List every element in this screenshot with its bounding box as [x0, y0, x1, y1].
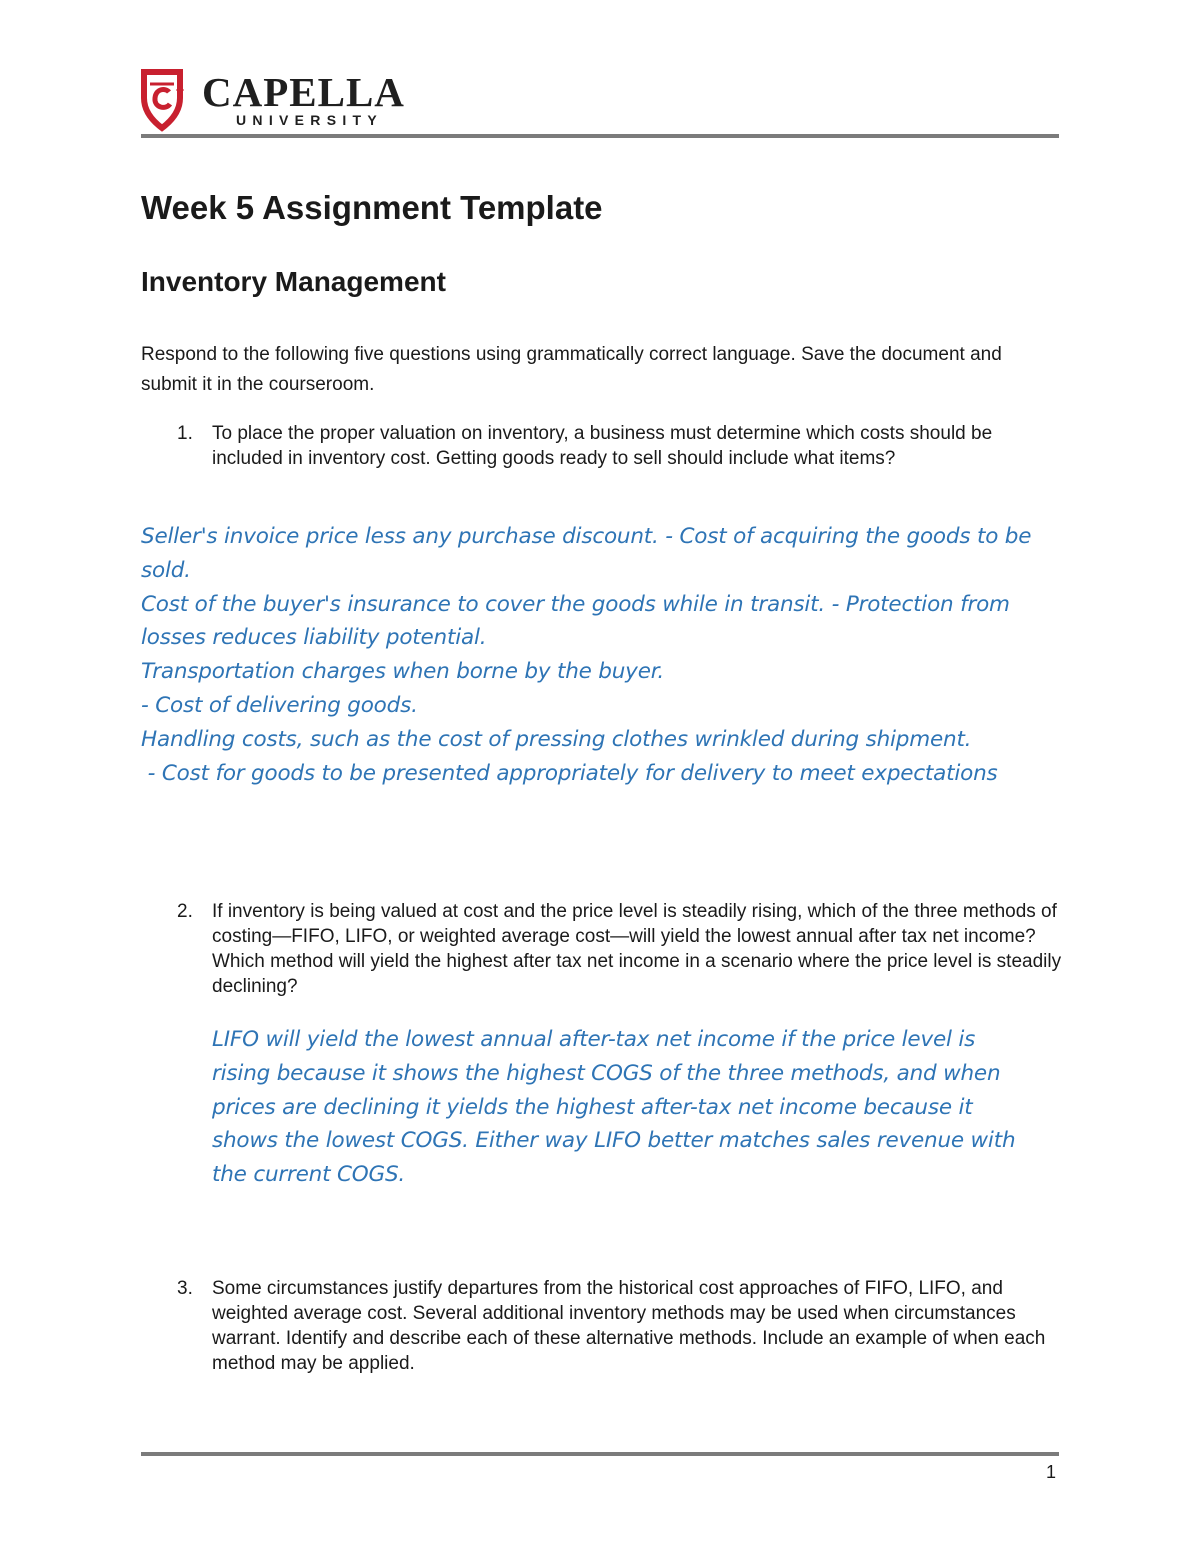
answer-line: LIFO will yield the lowest annual after-tax net income if the price level is	[212, 1027, 976, 1052]
answer-line: shows the lowest COGS. Either way LIFO better matches sales revenue with	[212, 1128, 1016, 1154]
answer-2	[212, 1023, 1072, 1192]
page-title: Week 5 Assignment Template	[141, 189, 603, 226]
section-heading: Inventory Management	[141, 266, 446, 297]
answer-line: - Cost of delivering goods.	[141, 692, 418, 718]
answer-line: Handling costs, such as the cost of pressing clothes wrinkled during shipment.	[141, 726, 972, 752]
answer-line: prices are declining it yields the highest after-tax net income because it	[212, 1094, 973, 1120]
question-number: 3.	[177, 1278, 193, 1299]
header-divider	[141, 134, 1059, 138]
answer-line: rising because it shows the highest COGS of the three methods, and when	[212, 1060, 1001, 1086]
answer-line: Seller's invoice price less any purchase discount. - Cost of acquiring the goods to be	[141, 524, 1032, 549]
footer-divider	[141, 1452, 1059, 1456]
answer-line: Transportation charges when borne by the buyer.	[141, 659, 665, 685]
answer-line: - Cost for goods to be presented appropriately for delivery to meet expectations	[141, 760, 998, 786]
logo-wordmark: CAPELLA	[202, 69, 405, 115]
question-text: To place the proper valuation on inventory, a business must determine which costs should be included in inventory cost. Getting goods ready to sell should include what items?	[212, 423, 993, 469]
answer-line: Cost of the buyer's insurance to cover the goods while in transit. - Protection from	[141, 591, 1010, 617]
page-number: 1	[1046, 1462, 1057, 1482]
answer-line: losses reduces liability potential.	[141, 625, 487, 651]
answer-line: the current COGS.	[212, 1162, 406, 1188]
capella-shield-icon	[140, 68, 188, 132]
instructions-paragraph: Respond to the following five questions using grammatically correct language. Save the document and submit it in the courseroom.	[141, 344, 1002, 395]
question-number: 2.	[177, 901, 193, 922]
question-text: If inventory is being valued at cost and the price level is steadily rising, which of the three methods of costing—FIFO, LIFO, or weighted average cost—will yield the lowest annual after tax net income? Which method will yield the highest after tax net income in a scenario where the price level is steadily declining?	[212, 901, 1062, 997]
capella-logo	[140, 68, 430, 134]
question-text: Some circumstances justify departures from the historical cost approaches of FIFO, LIFO, and weighted average cost. Several additional inventory methods may be used when circumstances warrant. Identify and describe each of these alternative methods. Include an example of when each method may be applied.	[212, 1278, 1046, 1374]
answer-1	[141, 520, 1071, 790]
question-number: 1.	[177, 423, 193, 444]
answer-line: sold.	[141, 557, 191, 583]
logo-subtitle: UNIVERSITY	[236, 112, 384, 128]
